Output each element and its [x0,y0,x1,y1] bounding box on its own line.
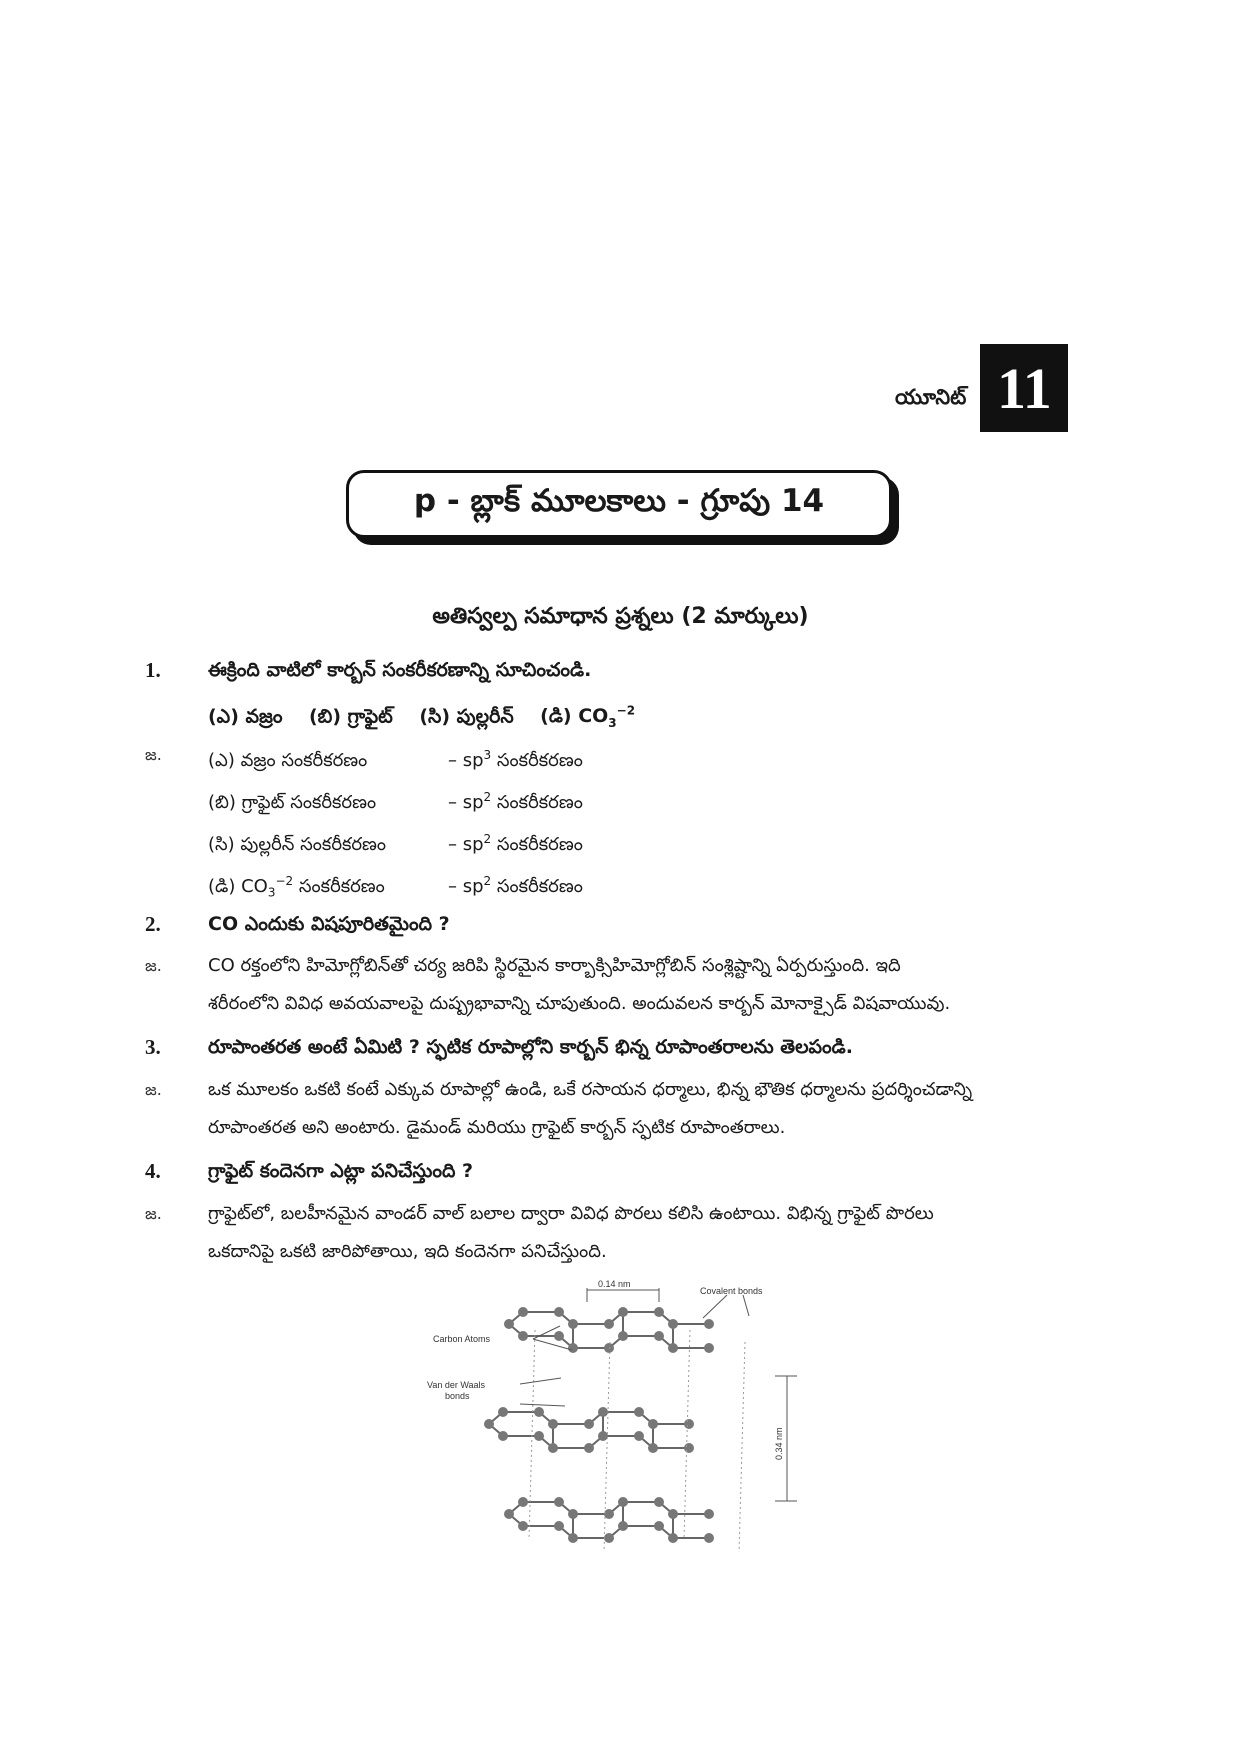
answer-text: ఒక మూలకం ఒకటి కంటే ఎక్కువ రూపాల్లో ఉండి, ఒకే రసాయన ధర్మాలు, భిన్న భౌతిక ధర్మాలను ప్రదర్శించడాన్ని [208,1079,973,1100]
carbon-atom [568,1319,578,1329]
answer-label: జ. [145,1080,162,1099]
carbon-atom [498,1407,508,1417]
carbon-atom [554,1307,564,1317]
carbon-atom [668,1509,678,1519]
question-number: 2. [145,912,161,936]
unit-badge [895,344,1068,432]
carbon-atom [504,1509,514,1519]
label-vdw-bonds: bonds [445,1391,470,1401]
carbon-atom [604,1343,614,1353]
carbon-atom [604,1509,614,1519]
graphite-layers [484,1307,745,1552]
question-text: రూపాంతరత అంటే ఏమిటి ? స్ఫటిక రూపాల్లోని కార్బన్ భిన్న రూపాంతరాలను తెలపండి. [208,1036,853,1058]
van-der-waals-bond [739,1342,745,1552]
carbon-atom [634,1407,644,1417]
carbon-atom [534,1407,544,1417]
carbon-atom [584,1419,594,1429]
carbon-atom [554,1497,564,1507]
chapter-title-box [346,470,892,538]
carbon-atom [618,1497,628,1507]
chapter-title: p - బ్లాక్ మూలకాలు - గ్రూపు 14 [413,482,825,519]
carbon-atom [518,1497,528,1507]
carbon-atom [534,1431,544,1441]
answer-label: జ. [145,956,162,975]
carbon-atom [618,1521,628,1531]
carbon-atom [648,1419,658,1429]
carbon-atom [568,1533,578,1543]
carbon-atom [654,1521,664,1531]
unit-number: 11 [980,344,1068,432]
carbon-atom [604,1533,614,1543]
answer-text: రూపాంతరత అని అంటారు. డైమండ్ మరియు గ్రాఫైట్ కార్బన్ స్ఫటిక రూపాంతరాలు. [208,1117,786,1138]
label-covalent-bonds: Covalent bonds [700,1286,763,1296]
answer-label: జ. [145,1204,162,1223]
question-text: CO ఎందుకు విషపూరితమైంది ? [208,913,450,935]
answer-item-label: (బి) గ్రాఫైట్ సంకరీకరణం [208,792,377,813]
question-number: 1. [145,658,161,682]
question-text: ఈక్రింది వాటిలో కార్బన్ సంకరీకరణాన్ని సూచించండి. [208,659,592,681]
answer-text: ఒకదానిపై ఒకటి జారిపోతాయి, ఇది కందెనగా పనిచేస్తుంది. [208,1241,607,1262]
carbon-atom [504,1319,514,1329]
section-title: అతిస్వల్ప సమాధాన ప్రశ్నలు (2 మార్కులు) [432,604,809,629]
answer-label: జ. [145,745,162,764]
carbon-atom [668,1343,678,1353]
question-number: 3. [145,1035,161,1059]
answer-item-label: (ఎ) వజ్రం సంకరీకరణం [208,750,368,771]
carbon-atom [484,1419,494,1429]
carbon-atom [548,1443,558,1453]
answer-item-label: (సి) పుల్లరీన్ సంకరీకరణం [208,834,387,855]
carbon-atom [584,1443,594,1453]
carbon-atom [598,1407,608,1417]
carbon-atom [618,1331,628,1341]
carbon-atom [568,1509,578,1519]
carbon-atom [518,1521,528,1531]
carbon-atom [648,1443,658,1453]
options-line [208,697,635,737]
carbon-atom [704,1533,714,1543]
question-text: గ్రాఫైట్ కందెనగా ఎట్లా పనిచేస్తుంది ? [208,1160,474,1182]
question-number: 4. [145,1159,161,1183]
carbon-atom [604,1319,614,1329]
label-bond-length: 0.14 nm [598,1280,631,1289]
label-van-der-waals: Van der Waals [427,1380,486,1390]
carbon-atom [554,1521,564,1531]
carbon-atom [518,1307,528,1317]
carbon-atom [518,1331,528,1341]
carbon-atom [668,1319,678,1329]
carbon-atom [684,1443,694,1453]
carbon-atom [634,1431,644,1441]
carbon-atom [554,1331,564,1341]
van-der-waals-bond [684,1330,690,1540]
carbon-atom [654,1307,664,1317]
carbon-atom [704,1343,714,1353]
carbon-atom [548,1419,558,1429]
carbon-atom [598,1431,608,1441]
answer-text: CO రక్తంలోని హిమోగ్లోబిన్‌తో చర్య జరిపి స్థిరమైన కార్బాక్సిహిమోగ్లోబిన్ సంశ్లిష్టాన్ని ఏర్పరుస్తుంది. ఇది [208,955,901,976]
carbon-atom [654,1331,664,1341]
carbon-atom [704,1319,714,1329]
option-d: (డి) $CO_3^{-2}$ [540,704,636,731]
answer-text: శరీరంలోని వివిధ అవయవాలపై దుష్ప్రభావాన్ని చూపుతుంది. అందువలన కార్బన్ మోనాక్సైడ్ విషవాయువు. [208,993,951,1014]
carbon-atom [704,1509,714,1519]
carbon-atom [684,1419,694,1429]
label-layer-spacing: 0.34 nm [774,1427,784,1460]
graphite-structure-diagram [425,1280,815,1570]
carbon-atom [498,1431,508,1441]
answer-item-label: (డి) $CO_3^{-2}$ సంకరీకరణం [208,874,385,900]
unit-label: యూనిట్ [895,385,967,409]
option-b: (బి) గ్రాఫైట్ [309,705,393,728]
carbon-atom [618,1307,628,1317]
van-der-waals-bond [604,1342,610,1552]
carbon-atom [568,1343,578,1353]
carbon-atom [668,1533,678,1543]
option-a: (ఎ) వజ్రం [208,705,283,728]
carbon-atom [654,1497,664,1507]
option-c: (సి) పుల్లరీన్ [419,705,514,728]
answer-text: గ్రాఫైట్‌లో, బలహీనమైన వాండర్ వాల్ బలాల ద్వారా వివిధ పొరలు కలిసి ఉంటాయి. విభిన్న గ్రాఫైట్ పొరలు [208,1203,934,1224]
label-carbon-atoms: Carbon Atoms [433,1334,491,1344]
